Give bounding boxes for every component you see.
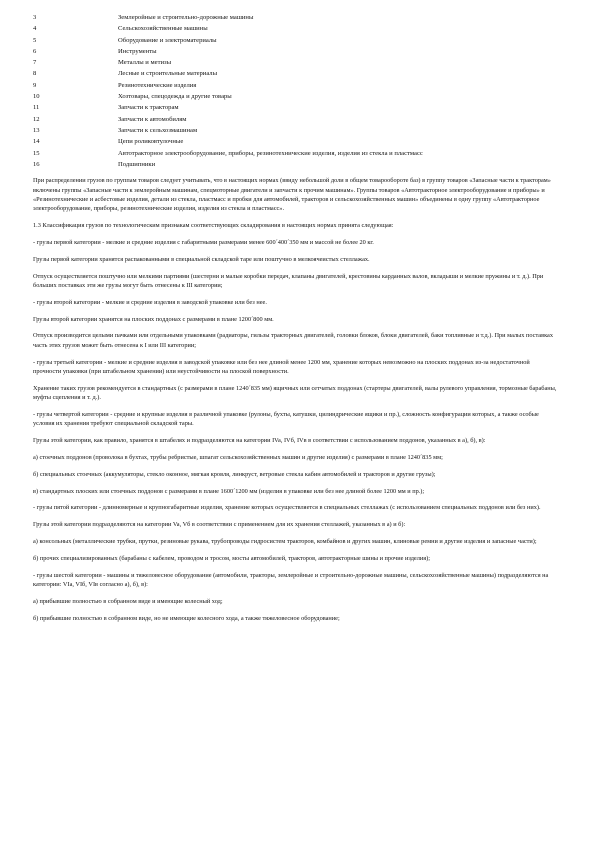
list-item xyxy=(33,12,557,23)
list-item-number: 16 xyxy=(33,160,40,168)
list-item-number: 3 xyxy=(33,14,37,21)
paragraph: - грузы шестой категории - машины и тяжеловесное оборудование (автомобили, тракторы, землеройные и строительно-дорожные машины, сельскохозяйственные машины) подразделяются на категории: VIa, VIб, VIв согласно а), б), в): xyxy=(33,571,549,588)
paragraph: б) прочих специализированных (барабаны с кабелем, проводом и тросом, мосты автомобилей, тракторов, автотракторные шины и прочие изделия); xyxy=(33,554,430,562)
paragraph: а) стоечных поддонов (проволока в бухтах, трубы ребристые, шпагат сельскохозяйственных машин и другие изделия) с размерами в плане 1240´835 мм; xyxy=(33,453,443,461)
list-item-number: 13 xyxy=(33,126,40,134)
list-item-number: 5 xyxy=(33,36,37,44)
document-body xyxy=(33,176,557,623)
list-item-text: Подшипники xyxy=(118,160,156,168)
paragraph: в) стандартных плоских или стоечных поддонов с размерами в плане 1600´1200 мм (изделия в упаковке или без нее длиной более 1200 мм и пр.); xyxy=(33,487,425,495)
list-item xyxy=(33,91,557,102)
paragraph: - грузы второй категории - мелкие и средние изделия в заводской упаковке или без нее. xyxy=(33,298,267,306)
list-item xyxy=(33,114,557,125)
paragraph: Хранение таких грузов рекомендуется в стандартных (с размерами в плане 1240´835 мм) ящичных или сетчатых поддонах (стартеры двигателей, валы рулевого управления, тормозные барабаны, муфты сцепления и т. д.). xyxy=(33,384,557,402)
list-item-text: Резинотехнические изделия xyxy=(118,81,197,89)
paragraph: При распределении грузов по группам товаров следует учитывать, что в настоящих нормах (ввиду небольшой доли в общем товарообороте баз) в группу товаров «Запасные части к тракторам» включены группы «Запасные части к землеройным машинам, спецмоторные двигатели и запчасти к прочим машинам». Группы товаров «Автотракторное электрооборудование и приборы» и «Резинотехнические и асбестовые изделия, детали из стекла, пластмасс и пробки для автомобилей, тракторов и сельскохозяйственных машин» объединены в одну группу «Автотракторное электрооборудование, приборы, резинотехнические изделия, изделия из стекла и пластмасс». xyxy=(33,177,551,213)
list-item xyxy=(33,159,557,170)
paragraph: - грузы четвертой категории - средние и крупные изделия в различной упаковке (рулоны, бухты, катушки, цилиндрические ящики и пр.), сложность конфигурации которых, а также особые условия их хранения требуют специальной складской тары. xyxy=(33,410,539,428)
list-item-text: Автотракторное электрооборудование, приборы, резинотехнические изделия, изделия из стекла и пластмасс xyxy=(118,149,423,157)
list-item-text: Инструменты xyxy=(118,47,157,55)
list-item-number: 7 xyxy=(33,59,37,67)
paragraph: Грузы этой категории подразделяются на категории Va, Vб в соответствии с применением для их хранения стеллажей, указанных в а) и б): xyxy=(33,521,406,529)
paragraph: - грузы пятой категории - длинномерные и крупногабаритные изделия, хранение которых осуществляется в специальных стеллажах (с использованием специальных поддонов или без них). xyxy=(33,504,541,512)
paragraph: Грузы второй категории хранятся на плоских поддонах с размерами в плане 1200´800 мм. xyxy=(33,315,274,323)
list-item-number: 15 xyxy=(33,149,40,157)
list-item-number: 4 xyxy=(33,25,37,33)
paragraph: б) прибывшие полностью в собранном виде, но не имеющие колесного хода, а также тяжеловесное оборудование; xyxy=(33,614,340,622)
list-item-number: 9 xyxy=(33,81,37,89)
list-item xyxy=(33,23,557,34)
list-item-number: 12 xyxy=(33,115,40,123)
paragraph: б) специальных стоечных (аккумуляторы, стекло оконное, мягкая кровля, линкруст, ветровые стекла кабин автомобилей и тракторов и другие грузы); xyxy=(33,470,436,478)
list-item-text: Цепи роликовтулочные xyxy=(118,138,184,146)
list-item-text: Лесные и строительные материалы xyxy=(118,70,218,78)
list-item-text: Землеройные и строительно-дорожные машины xyxy=(118,14,254,21)
paragraph: а) прибывшие полностью в собранном виде и имеющие колесный ход; xyxy=(33,597,223,605)
paragraph: а) консольных (металлические трубки, прутки, резиновые рукава, трубопроводы гидросистем тракторов, комбайнов и других машин, клиновые ремни и другие изделия и запасные части); xyxy=(33,537,537,545)
paragraph: Грузы первой категории хранятся распакованными в специальной складской таре или поштучно в мелкоячеистых стеллажах. xyxy=(33,255,370,263)
cargo-group-list xyxy=(33,12,557,170)
paragraph: Грузы этой категории, как правило, хранятся в штабелях и подразделяются на категории IVa, IVб, IVв в соответствии с использованием поддонов, указанных в а), б), в): xyxy=(33,437,486,445)
list-item-text: Запчасти к сельхозмашинам xyxy=(118,126,198,134)
list-item xyxy=(33,35,557,46)
list-item xyxy=(33,136,557,147)
list-item-text: Сельскохозяйственные машины xyxy=(118,25,208,33)
list-item-text: Металлы и метизы xyxy=(118,59,172,67)
list-item xyxy=(33,102,557,113)
list-item-number: 14 xyxy=(33,138,40,146)
list-item-number: 6 xyxy=(33,47,37,55)
paragraph: 1.3 Классификация грузов по технологическим признакам соответствующих складирования в настоящих нормах принята следующая: xyxy=(33,222,394,230)
paragraph: - грузы третьей категории - мелкие и средние изделия в заводской упаковке или без нее длиной менее 1200 мм, хранение которых невозможно на плоских поддонах из-за недостаточной прочности упаковки (при штабельном хранении) или неустойчивости на плоской поверхности. xyxy=(33,358,530,375)
list-item xyxy=(33,57,557,68)
list-item xyxy=(33,46,557,57)
list-item-text: Запчасти к автомобилям xyxy=(118,115,187,123)
list-item xyxy=(33,148,557,159)
list-item xyxy=(33,68,557,79)
list-item-text: Хозтовары, спецодежда и другие товары xyxy=(118,93,232,101)
list-item xyxy=(33,125,557,136)
list-item xyxy=(33,80,557,91)
list-item-number: 11 xyxy=(33,104,40,112)
paragraph: - грузы первой категории - мелкие и средние изделия с габаритными размерами менее 600´400´350 мм и массой не более 20 кг. xyxy=(33,238,374,246)
list-item-text: Запчасти к тракторам xyxy=(118,104,179,112)
paragraph: Отпуск производится целыми пачками или отдельными упаковками (радиаторы, гильзы тракторных двигателей, головки блоков, блоки двигателей, баки топливные и т.д.). При малых поставках часть этих грузов может быть отнесена к I или III категории; xyxy=(33,332,553,349)
list-item-text: Оборудование и электроматериалы xyxy=(118,36,217,44)
list-item-number: 8 xyxy=(33,70,37,78)
list-item-number: 10 xyxy=(33,93,40,101)
paragraph: Отпуск осуществляется поштучно или мелкими партиями (шестерни и малые коробки передач, клапаны двигателей, крестовины карданных валов, вкладыши и мелкие пружины и т. д.). При больших поставках эти же грузы могут быть отнесены к III категории; xyxy=(33,272,544,289)
